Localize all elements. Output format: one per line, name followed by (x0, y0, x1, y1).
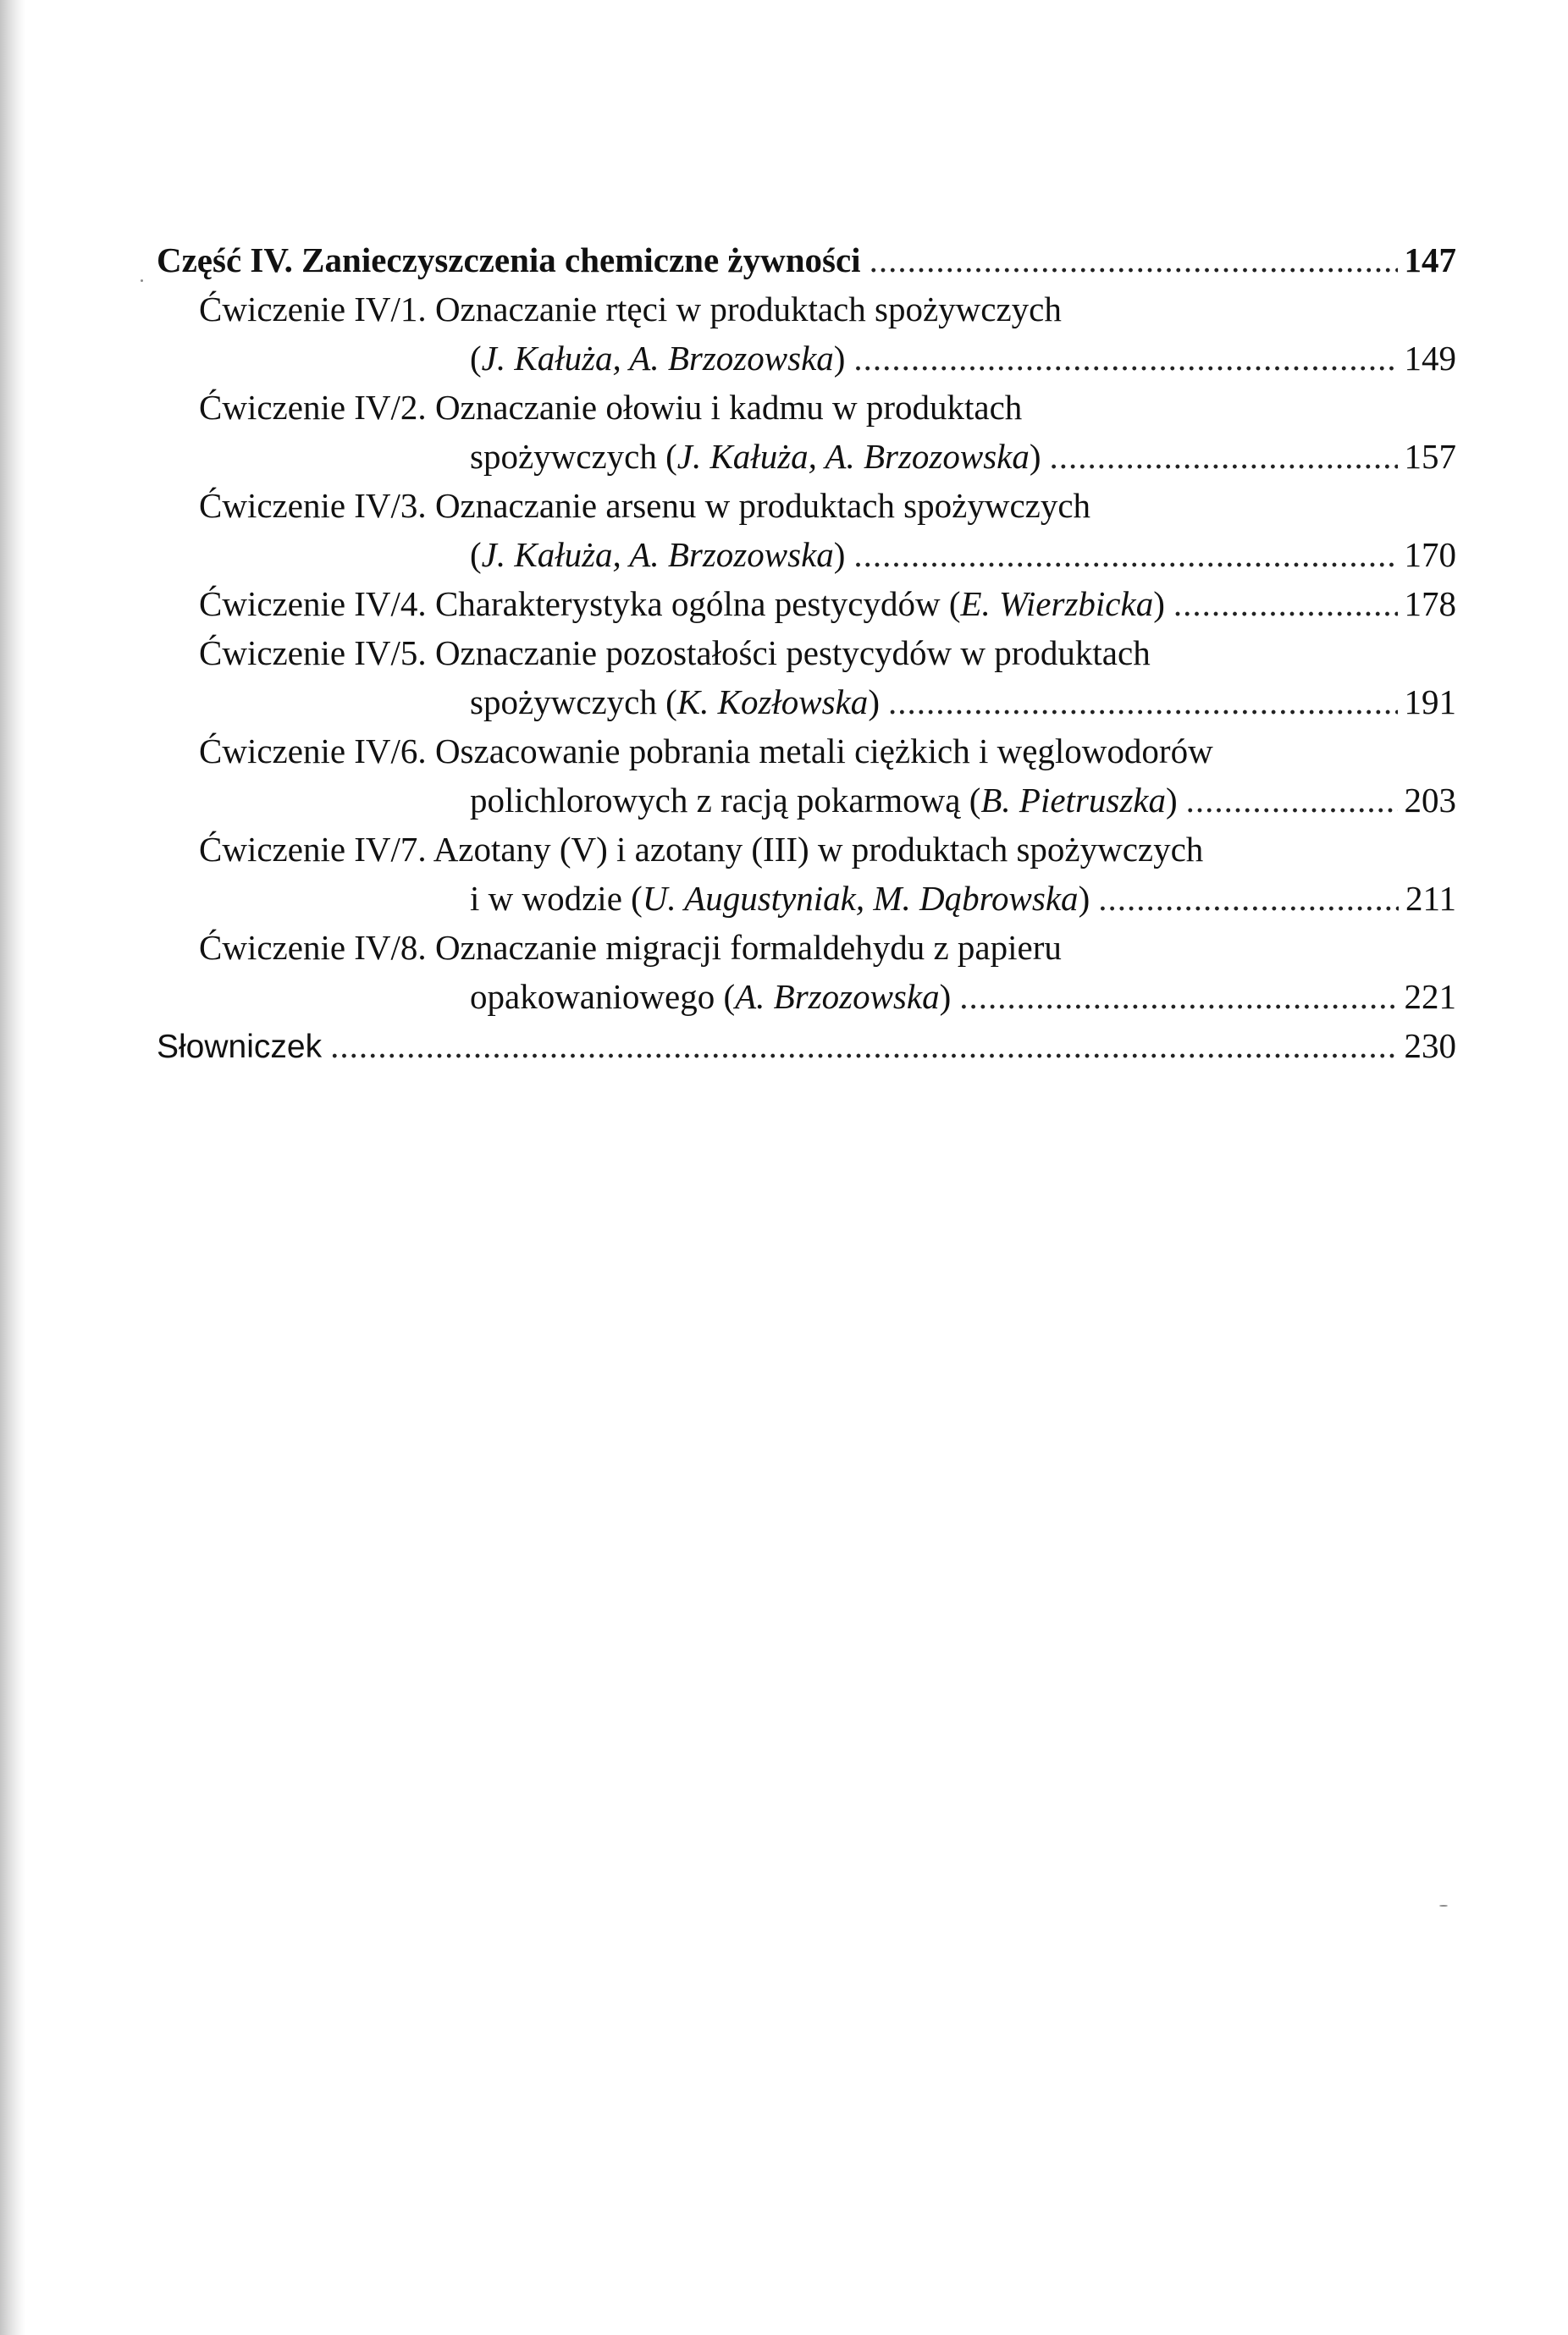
exercise-title: Oznaczanie ołowiu i kadmu w produktach (434, 388, 1023, 427)
page-number: 211 (1405, 879, 1456, 918)
part-title: Część IV. Zanieczyszczenia chemiczne żywności (157, 240, 861, 279)
scan-speck (141, 279, 143, 282)
toc-part-heading[interactable] (157, 235, 1456, 284)
title-continuation: opakowaniowego (470, 977, 715, 1016)
title-continuation: spożywczych (470, 437, 657, 476)
exercise-single-line: Ćwiczenie IV/4. Charakterystyka ogólna pestycydów (E. Wierzbicka) (199, 584, 1165, 623)
glossary-title: Słowniczek (157, 1029, 323, 1065)
title-continuation: polichlorowych z racją pokarmową (470, 781, 961, 820)
dot-leader (1173, 579, 1398, 628)
exercise-code: Ćwiczenie IV/8. (199, 928, 427, 967)
exercise-title-cont: i w wodzie (U. Augustyniak, M. Dąbrowska) (470, 879, 1090, 918)
dot-leader (1050, 432, 1398, 481)
exercise-title: Azotany (V) i azotany (III) w produktach spożywczych (433, 830, 1204, 869)
authors-italic: J. Kałuża, A. Brzozowska (481, 535, 834, 574)
exercise-code: Ćwiczenie IV/3. (199, 486, 427, 525)
exercise-title-cont: spożywczych (K. Kozłowska) (470, 682, 880, 721)
dot-leader (870, 235, 1398, 284)
exercise-authors: (J. Kałuża, A. Brzozowska) (470, 535, 846, 574)
dot-leader (1098, 874, 1399, 923)
exercise-title: Oznaczanie arsenu w produktach spożywczych (434, 486, 1091, 525)
toc-entry-line[interactable] (157, 432, 1456, 481)
exercise-code: Ćwiczenie IV/6. (199, 731, 427, 770)
dot-leader (1186, 776, 1398, 825)
toc-entry-line[interactable] (157, 726, 1456, 776)
toc-entry-line[interactable] (157, 284, 1456, 334)
authors-italic: B. Pietruszka (980, 781, 1167, 820)
title-continuation: spożywczych (470, 682, 657, 721)
exercise-code: Ćwiczenie IV/5. (199, 633, 427, 672)
page-number: 149 (1404, 339, 1456, 378)
exercise-title: Oznaczanie migracji formaldehydu z papieru (434, 928, 1062, 967)
exercise-title: Oznaczanie pozostałości pestycydów w produktach (434, 633, 1151, 672)
authors-italic: A. Brzozowska (735, 977, 940, 1016)
exercise-title-cont: opakowaniowego (A. Brzozowska) (470, 977, 952, 1016)
toc-entry-line[interactable] (157, 972, 1456, 1021)
exercise-title: Oszacowanie pobrania metali ciężkich i węglowodorów (434, 731, 1213, 770)
dot-leader (853, 334, 1397, 383)
exercise-authors: (J. Kałuża, A. Brzozowska) (470, 339, 846, 378)
exercise-title: Oznaczanie rtęci w produktach spożywczych (434, 290, 1062, 328)
toc-entry-line[interactable] (157, 874, 1456, 923)
page-number: 191 (1404, 682, 1456, 721)
page-number: 157 (1404, 437, 1456, 476)
toc-entry-line[interactable] (157, 481, 1456, 530)
dot-leader (853, 530, 1397, 579)
scan-speck (1439, 1905, 1448, 1907)
dot-leader (959, 972, 1397, 1021)
toc-entry-line[interactable] (157, 383, 1456, 432)
exercise-code: Ćwiczenie IV/4. (199, 584, 427, 623)
page-number: 221 (1404, 977, 1456, 1016)
exercise-code: Ćwiczenie IV/1. (199, 290, 427, 328)
toc-entry-line[interactable] (157, 530, 1456, 579)
toc-entry-line[interactable] (157, 923, 1456, 972)
authors-italic: K. Kozłowska (676, 682, 869, 721)
toc-entry-line[interactable] (157, 579, 1456, 628)
toc-glossary[interactable] (157, 1021, 1456, 1070)
table-of-contents (157, 235, 1456, 1070)
page-number: 170 (1404, 535, 1456, 574)
exercise-title: Charakterystyka ogólna pestycydów (434, 584, 941, 623)
page-number: 203 (1404, 781, 1456, 820)
authors-italic: J. Kałuża, A. Brzozowska (481, 339, 834, 378)
dot-leader (330, 1021, 1397, 1070)
toc-entry-line[interactable] (157, 776, 1456, 825)
exercise-code: Ćwiczenie IV/2. (199, 388, 427, 427)
exercise-title-cont: spożywczych (J. Kałuża, A. Brzozowska) (470, 437, 1041, 476)
toc-entry-line[interactable] (157, 628, 1456, 677)
scan-edge-shadow (0, 0, 25, 2335)
authors-italic: J. Kałuża, A. Brzozowska (676, 437, 1030, 476)
title-continuation: i w wodzie (470, 879, 622, 918)
toc-entry-line[interactable] (157, 334, 1456, 383)
page-number: 230 (1404, 1026, 1456, 1065)
exercise-code: Ćwiczenie IV/7. (199, 830, 427, 869)
page-number: 147 (1404, 240, 1456, 279)
toc-entry-line[interactable] (157, 677, 1456, 726)
page-number: 178 (1404, 584, 1456, 623)
exercise-title-cont: polichlorowych z racją pokarmową (B. Pietruszka) (470, 781, 1178, 820)
authors-italic: E. Wierzbicka (960, 584, 1154, 623)
dot-leader (888, 677, 1398, 726)
toc-entry-line[interactable] (157, 825, 1456, 874)
authors-italic: U. Augustyniak, M. Dąbrowska (642, 879, 1079, 918)
